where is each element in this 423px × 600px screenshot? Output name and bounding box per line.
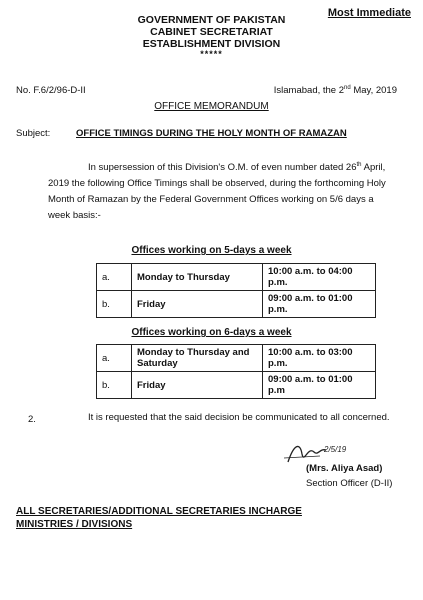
- memo-title: OFFICE MEMORANDUM: [154, 101, 269, 112]
- subject-line: [16, 128, 416, 139]
- table-2-caption: Offices working on 6-days a week: [131, 327, 292, 338]
- five-day-timings-table: [96, 263, 376, 318]
- header-stars: *****: [200, 49, 223, 59]
- distribution-list: [16, 505, 396, 531]
- row-time: 10:00 a.m. to 03:00 p.m.: [263, 345, 376, 372]
- row-days: Monday to Thursday: [132, 264, 263, 291]
- subject-label: Subject:: [16, 128, 51, 139]
- subject-text: OFFICE TIMINGS DURING THE HOLY MONTH OF RAMAZAN: [76, 128, 347, 139]
- date-suffix: May, 2019: [350, 85, 397, 97]
- priority-label: Most Immediate: [327, 7, 411, 19]
- paragraph-1-part-a: In supersession of this Division's O.M. of even number dated 26: [88, 162, 357, 174]
- row-index: a.: [97, 264, 132, 291]
- table-row: [97, 264, 376, 291]
- paragraph-2-number: 2.: [28, 414, 36, 425]
- row-time: 09:00 a.m. to 01:00 p.m.: [263, 291, 376, 318]
- signer-designation: Section Officer (D-II): [306, 478, 393, 489]
- header-line-government: GOVERNMENT OF PAKISTAN: [137, 14, 286, 26]
- table-1-caption: Offices working on 5-days a week: [131, 245, 292, 256]
- letterhead: [0, 14, 423, 58]
- distribution-line-1: ALL SECRETARIES/ADDITIONAL SECRETARIES INCHARGE: [16, 506, 302, 517]
- paragraph-2: It is requested that the said decision be communicated to all concerned.: [88, 412, 390, 423]
- paragraph-1-part-b: April, 2019 the following Office Timings shall be observed, during the forthcoming Holy Month of Ramazan by the Federal Government Offices working on 5/6 days a week basis:-: [48, 162, 386, 222]
- row-time: 09:00 a.m. to 01:00 p.m: [263, 372, 376, 399]
- row-index: a.: [97, 345, 132, 372]
- row-index: b.: [97, 372, 132, 399]
- paragraph-1: [48, 157, 398, 224]
- signer-name: (Mrs. Aliya Asad): [306, 463, 383, 474]
- row-days: Friday: [132, 291, 263, 318]
- date-superscript: nd: [344, 85, 351, 91]
- header-line-division: ESTABLISHMENT DIVISION: [142, 38, 281, 50]
- distribution-line-2: MINISTRIES / DIVISIONS: [16, 519, 133, 530]
- table-row: [97, 291, 376, 318]
- six-day-timings-table: [96, 344, 376, 399]
- header-line-cabinet: CABINET SECRETARIAT: [150, 26, 273, 38]
- reference-number: No. F.6/2/96-D-II: [16, 85, 86, 96]
- row-time: 10:00 a.m. to 04:00 p.m.: [263, 264, 376, 291]
- paragraph-1-superscript: th: [356, 162, 362, 168]
- row-days: Monday to Thursday and Saturday: [132, 345, 263, 372]
- table-row: [97, 345, 376, 372]
- row-days: Friday: [132, 372, 263, 399]
- date-line: [274, 85, 397, 96]
- signature-date: 2/5/19: [324, 445, 347, 454]
- table-row: [97, 372, 376, 399]
- row-index: b.: [97, 291, 132, 318]
- date-prefix: Islamabad, the 2: [273, 85, 345, 97]
